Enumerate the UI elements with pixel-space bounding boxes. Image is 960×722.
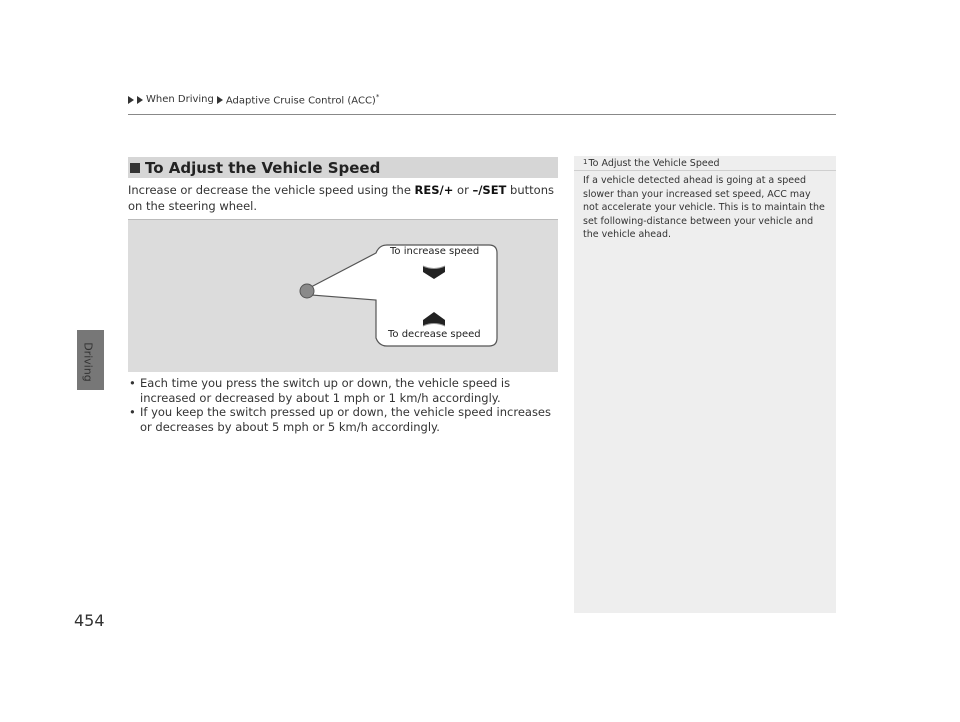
section-title: To Adjust the Vehicle Speed bbox=[145, 158, 381, 177]
bullet-list bbox=[128, 376, 558, 434]
res-button-name: RES/+ bbox=[414, 183, 454, 197]
list-item: • If you keep the switch pressed up or down, the vehicle speed increases or decreases by about 5 mph or 5 km/h accordingly. bbox=[128, 405, 558, 434]
set-button-name: –/SET bbox=[472, 183, 507, 197]
header-divider bbox=[128, 114, 836, 115]
increase-speed-label: To increase speed bbox=[390, 246, 480, 257]
square-bullet-icon bbox=[130, 163, 140, 173]
breadcrumb-item-when-driving[interactable]: When Driving bbox=[146, 94, 214, 106]
list-item: • Each time you press the switch up or down, the vehicle speed is increased or decreased by about 1 mph or 1 km/h accordingly. bbox=[128, 376, 558, 405]
decrease-speed-label: To decrease speed bbox=[388, 329, 481, 340]
intro-paragraph: Increase or decrease the vehicle speed using the RES/+ or –/SET buttons on the steering wheel. bbox=[128, 183, 554, 213]
note-number: 1 bbox=[583, 158, 588, 166]
chapter-tab-label: Driving bbox=[81, 342, 95, 382]
breadcrumb-arrow-icon bbox=[217, 96, 223, 104]
steering-switch-figure bbox=[128, 219, 558, 372]
option-mark: * bbox=[375, 93, 380, 101]
page-number: 454 bbox=[74, 611, 105, 630]
breadcrumb-arrow-icon bbox=[128, 96, 134, 104]
section-heading bbox=[128, 157, 558, 178]
side-note-title: $^1$To Adjust the Vehicle Speed bbox=[583, 158, 720, 169]
side-note-divider bbox=[574, 170, 836, 171]
side-note-body: If a vehicle detected ahead is going at a speed slower than your increased set speed, ACC may not accelerate your vehicle. This is to maintain the set following-distance between your vehicle and the vehicle ahead. bbox=[583, 175, 825, 240]
breadcrumb bbox=[128, 93, 379, 106]
breadcrumb-arrow-icon bbox=[137, 96, 143, 104]
switch-location-dot bbox=[300, 284, 314, 298]
breadcrumb-item-acc[interactable]: Adaptive Cruise Control (ACC)* bbox=[225, 93, 380, 107]
switch-callout-illustration bbox=[128, 220, 558, 372]
